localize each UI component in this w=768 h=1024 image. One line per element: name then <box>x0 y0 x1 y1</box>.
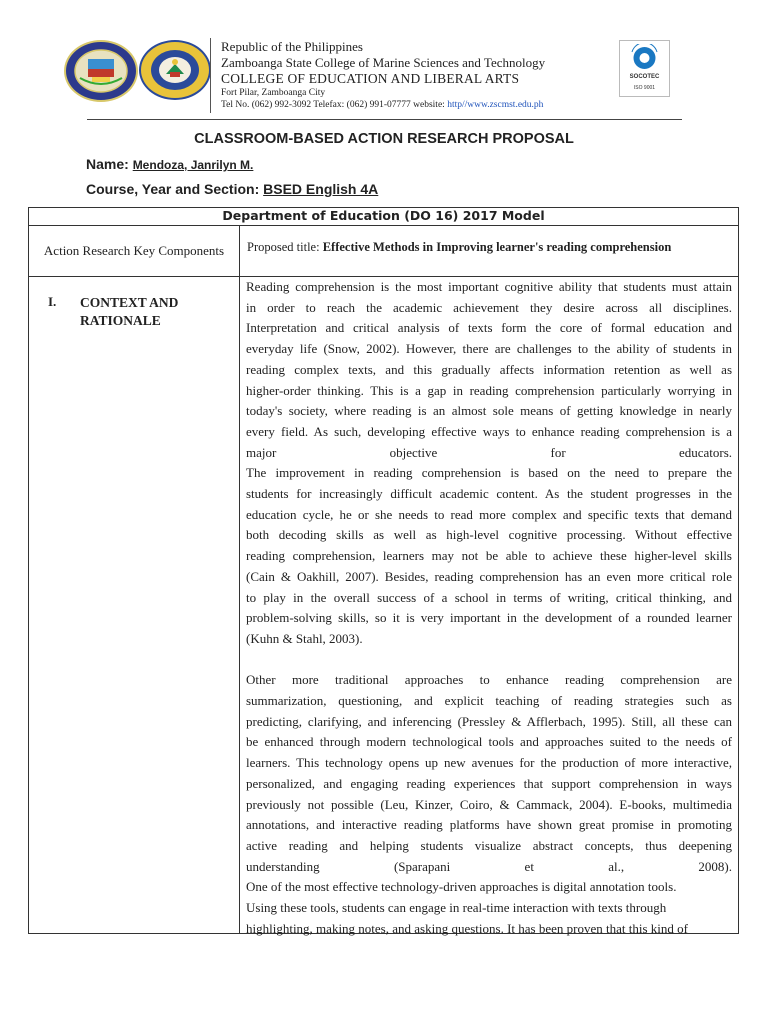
header-contact-text: Tel No. (062) 992-3092 Telefax: (062) 991-07777 website: <box>221 100 448 110</box>
name-value: Mendoza, Janrilyn M. <box>132 158 254 172</box>
body-line: Using these tools, students can engage in real-time interaction with texts through <box>246 900 667 916</box>
body-line: annotations, and interactive reading platforms have shown great promise in promoting <box>246 817 732 833</box>
header-line-college-name: Zamboanga State College of Marine Sciences and Technology <box>221 55 546 70</box>
paragraph-gap <box>246 650 732 671</box>
body-line: today's society, where reading is an almost sole means of getting knowledge in nearly <box>246 403 732 419</box>
body-line: personalized, and engaging reading experiences that support comprehension in ways <box>246 775 732 791</box>
page-title: CLASSROOM-BASED ACTION RESEARCH PROPOSAL <box>194 131 574 147</box>
course-label: Course, Year and Section: <box>86 181 260 197</box>
college-of-education-seal-logo <box>139 40 211 100</box>
course-value: BSED English 4A <box>263 181 379 197</box>
body-line: reading complex texts, and this gradually affects information retention as well as <box>246 361 732 377</box>
body-line: previously not possible (Leu, Kinzer, Coiro, & Cammack, 2004). E-books, multimedia <box>246 796 732 812</box>
body-line: major objective for educators. <box>246 444 732 460</box>
body-line: in order to reach the academic achievement they desire across all disciplines. <box>246 299 732 315</box>
body-line: active reading and helping students visualize abstract concepts, thus deepening <box>246 837 732 853</box>
body-line: students for increasingly difficult academic content. As the student progresses in the <box>246 486 732 502</box>
cert-standard: ISO 9001 <box>633 85 656 91</box>
body-line: every field. As such, developing effective ways to enhance reading comprehension is a <box>246 423 732 439</box>
header-website-link[interactable]: http//www.zscmst.edu.ph <box>447 100 544 110</box>
body-line: The improvement in reading comprehension is based on the need to prepare the <box>246 465 732 481</box>
body-line: both decoding skills as well as high-level cognitive processing. Without effective <box>246 527 732 543</box>
context-rationale-body <box>246 277 732 939</box>
header-line-department: COLLEGE OF EDUCATION AND LIBERAL ARTS <box>221 71 520 86</box>
table-column-divider <box>239 225 240 934</box>
table-heading: Department of Education (DO 16) 2017 Model <box>222 208 545 223</box>
body-line: highlighting, making notes, and asking questions. It has been proven that this kind of <box>246 920 688 936</box>
cert-brand: SOCOTEC <box>629 74 660 80</box>
body-line: Other more traditional approaches to enhance reading comprehension are <box>246 672 732 688</box>
body-line: One of the most effective technology-driven approaches is digital annotation tools. <box>246 879 677 895</box>
section-number: I. <box>48 294 57 309</box>
body-line: Reading comprehension is the most important cognitive ability that students must attain <box>246 279 732 294</box>
body-line: education cycle, he or she needs to read more complex and specific texts that demand <box>246 506 732 522</box>
body-line: problem-solving skills, so it is very important in the development of a rounded learner <box>246 610 732 626</box>
body-line: Interpretation and critical analysis of texts form the core of formal education and <box>246 320 732 336</box>
body-line: (Kuhn & Stahl, 2003). <box>246 630 363 646</box>
body-line: to play in the overall success of a school in terms of writing, critical thinking, and <box>246 589 732 605</box>
body-line: learners. This technology opens up new avenues for the production of more interactive, <box>246 755 732 771</box>
name-row <box>86 156 253 172</box>
zscmst-seal-logo <box>64 40 138 102</box>
socotec-iso-cert-logo <box>619 40 670 97</box>
body-line: summarization, questioning, and explicit teaching of reading strategies such as <box>246 693 732 709</box>
proposed-title-row <box>247 240 671 255</box>
header-line-address: Fort Pilar, Zamboanga City <box>221 88 326 98</box>
header-rule <box>87 119 682 120</box>
proposed-title-label: Proposed title: <box>247 240 323 254</box>
section-title: CONTEXT AND RATIONALE <box>80 295 179 328</box>
table-rule-1 <box>29 225 738 226</box>
key-components-header: Action Research Key Components <box>43 243 225 258</box>
body-line: predicting, clarifying, and inferencing (Pressley & Afflerbach, 1995). Still, all these can <box>246 713 732 729</box>
body-line: understanding (Sparapani et al., 2008). <box>246 858 732 874</box>
cert-globe-icon <box>620 44 669 76</box>
header-line-republic: Republic of the Philippines <box>221 39 363 54</box>
action-research-table <box>28 207 739 934</box>
name-label: Name: <box>86 156 129 172</box>
body-line: higher-order thinking. This is a gap in reading comprehension particularly worrying in <box>246 382 732 398</box>
body-line: (Cain & Oakhill, 2007). Besides, reading comprehension has an even more critical role <box>246 568 732 584</box>
proposed-title-value: Effective Methods in Improving learner's reading comprehension <box>322 240 672 254</box>
body-line: everyday life (Snow, 2002). However, there are challenges to the ability of students in <box>246 341 732 357</box>
body-line: be enhanced through modern technological tools and approaches suited to the needs of <box>246 734 732 750</box>
course-row <box>86 181 378 197</box>
header-divider <box>210 38 211 113</box>
body-line: reading comprehension, learners may not be able to achieve these higher-level skills <box>246 548 732 564</box>
header-line-contact <box>221 100 543 110</box>
